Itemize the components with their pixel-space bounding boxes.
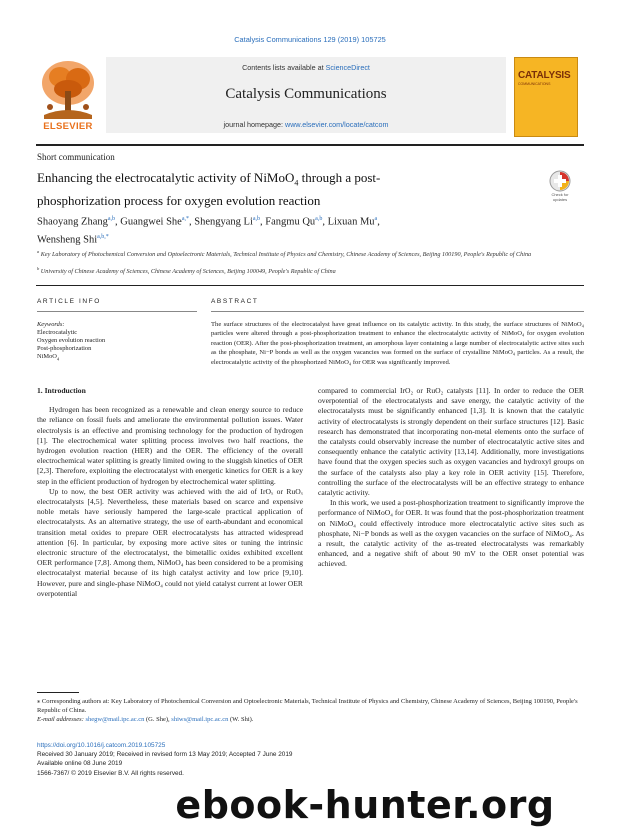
body-column-left: [37, 386, 303, 599]
footnote-rule: [37, 692, 79, 693]
abstract-rule: [211, 311, 584, 312]
author-list: Shaoyang Zhang$^{a,b}$, Guangwei She$^{a,*}$, Shengyang Li$^{a,b}$, Fangmu Qu$^{a,b}$, Lixuan Mu$^a$, Wensheng Shi$^{a,b,*}$: [37, 216, 380, 245]
journal-citation[interactable]: Catalysis Communications 129 (2019) 105725: [234, 35, 386, 44]
author-affiliation-marker[interactable]: a,b,*: [97, 233, 109, 240]
email-name-she: (G. She),: [144, 716, 172, 723]
homepage-prefix: journal homepage:: [223, 120, 286, 129]
affiliation-marker: a: [37, 249, 40, 254]
author-affiliation-marker[interactable]: a: [374, 216, 378, 222]
copyright: 1566-7367/ © 2019 Elsevier B.V. All rights reserved.: [37, 769, 184, 777]
author-affiliation-marker[interactable]: a,b: [315, 216, 323, 222]
keyword: Electrocatalytic: [37, 329, 78, 336]
body-paragraph: In this work, we used a post-phosphorization treatment to significantly improve the performance of NiMoO₄ for OER. It was found that the post-phosphorization treatment on NiMoO₄ could effectively introduce more electrocatalytic active sites such as phosphate, Ni−P bonds as well as the oxygen vacancies on the surface of NiMoO₄. As a result, the catalytic activity of the as-treated electrocatalysts was remarkably enhanced, and a negative shift of about 90 mV to the OER onset potential was achieved.: [318, 498, 584, 569]
keyword: NiMoO$_4$: [37, 353, 60, 362]
title-subscript: 4: [294, 178, 299, 188]
journal-cover-thumbnail[interactable]: [514, 57, 578, 137]
publication-info: [37, 741, 437, 778]
author-affiliation-marker[interactable]: a,b: [107, 216, 116, 222]
title-part-2: through a post-: [298, 170, 381, 185]
article-title: [37, 169, 477, 209]
affiliation-marker: b: [37, 266, 40, 271]
doi-link[interactable]: https://doi.org/10.1016/j.catcom.2019.105725: [37, 742, 166, 749]
cover-subtitle: COMMUNICATIONS: [518, 82, 551, 86]
keywords-heading: Keywords:: [37, 321, 65, 328]
affiliation-a: [37, 248, 585, 260]
article-info-rule: [37, 311, 197, 312]
keyword: Post-phosphorization: [37, 345, 92, 352]
body-column-right: [318, 386, 584, 570]
crossmark-label: Check for updates: [551, 192, 569, 202]
front-matter-divider: [36, 285, 584, 286]
title-part-1: Enhancing the electrocatalytic activity of NiMoO: [37, 170, 295, 185]
author[interactable]: Shengyang Li: [194, 216, 253, 228]
email-link-shi[interactable]: shiws@mail.ipc.ac.cn: [171, 716, 229, 723]
author-affiliation-marker[interactable]: a,*: [181, 216, 189, 222]
cover-title: CATALYSIS: [518, 70, 571, 81]
email-label: E-mail addresses:: [37, 716, 84, 723]
homepage-link[interactable]: www.elsevier.com/locate/catcom: [285, 120, 389, 129]
author[interactable]: Fangmu Qu: [265, 216, 316, 228]
contents-prefix: Contents lists available at: [242, 63, 326, 72]
title-line-2: phosphorization process for oxygen evolution reaction: [37, 192, 321, 208]
abstract-heading: ABSTRACT: [211, 298, 259, 305]
crossmark-badge[interactable]: [545, 170, 575, 206]
homepage-line: [106, 120, 506, 129]
body-paragraph: Hydrogen has been recognized as a renewable and clean energy source to reduce the reliance on fossil fuels and ameliorate the environmental pollution issues. Water electrolysis is an effective and promising technology for the production of hydrogen [1]. The electrochemical water splitting process involves two half reactions, the hydrogen evolution reaction (HER) and the OER. The efficiency of the overall electrochemical water splitting is greatly limited owing to the sluggish kinetics of OER [2,3]. Therefore, exploiting the electrocatalyst with energetic kinetics for OER is a key step in the efficient production of hydrogen by electrochemical water splitting.: [37, 405, 303, 486]
article-info-heading: ARTICLE INFO: [37, 298, 101, 305]
body-paragraph: compared to commercial IrO₂ or RuO₂ catalysts [11]. In order to reduce the OER overpotential of the electrocatalysts and save energy, the catalytic activity of the electrocatalysts must be significantly enhanced [1,3]. It is known that the catalytic activity of electrocatalysts is strongly dependent on their surface structures [12]. Basic research has demonstrated that incorporating non-metal elements onto the surface of the catalysts could observably increase the number of electrocatalytic active sites and consequently enhance the catalytic activity [13,14]. Additionally, more investigations have found that the oxygen species such as oxygen vacancies and hydroxyl groups on the surface of the catalysts also play a key role in OER activity [15]. Therefore, controlling the surface of the electrocatalysts will be an effective strategy to enhance catalytic activity.: [318, 386, 584, 498]
author[interactable]: Wensheng Shi: [37, 234, 98, 245]
footnote-marker: ⁎: [37, 698, 42, 705]
sciencedirect-link[interactable]: ScienceDirect: [325, 63, 370, 72]
author-affiliation-marker[interactable]: a,b: [252, 216, 261, 222]
email-link-she[interactable]: shegw@mail.ipc.ac.cn: [85, 716, 145, 723]
author[interactable]: Shaoyang Zhang: [37, 216, 108, 228]
watermark: ebook-hunter.org: [175, 783, 555, 827]
corresponding-author-footnote: [37, 697, 585, 724]
section-heading: 1. Introduction: [37, 386, 86, 395]
available-online: Available online 08 June 2019: [37, 760, 123, 768]
email-name-shi: (W. Shi).: [228, 716, 254, 723]
affiliation-text: University of Chinese Academy of Sciences, Chinese Academy of Sciences, Beijing 100049, People's Republic of China: [40, 268, 336, 276]
author[interactable]: Guangwei She: [120, 216, 182, 228]
crossmark-icon: [545, 170, 575, 192]
publisher-name: ELSEVIER: [43, 121, 93, 132]
body-paragraph: Up to now, the best OER activity was achieved with the aid of IrOₓ or RuOₓ electrocatalysts [4,5]. Nevertheless, these materials based on scarce and expensive noble metals have seriously hampered the large-scale practical application of electrocatalysts. As an alternative strategy, the use of earth-abundant and economical transition metal oxides to prepare OER electrocatalysts has attracted widespread attention [6]. In particular, by exposing more active sites or tuning the intrinsic electronic structure of the electrocatalyst, the bimetallic oxides exhibited excellent OER performance [7,8]. Among them, NiMoO₄ has been considered to be a promising electrocatalyst material because of its high catalyst activity and low price [9,10]. However, pure and single-phase NiMoO₄ could not yield catalyst current at lower OER overpotential: [37, 486, 303, 598]
affiliation-b: [37, 265, 585, 277]
footnote-text: Corresponding authors at: Key Laboratory of Photochemical Conversion and Optoelectronic Materials, Technical Institute of Physics and Chemistry, Chinese Academy of Sciences, Beijing 100190, People's Republic of China.: [37, 698, 578, 714]
header-divider: [36, 144, 584, 146]
contents-line: [106, 63, 506, 72]
affiliation-text: Key Laboratory of Photochemical Conversion and Optoelectronic Materials, Technical Institute of Physics and Chemistry, Chinese Academy of Sciences, Beijing 100190, People's Republic of China: [40, 251, 532, 259]
received-dates: Received 30 January 2019; Received in revised form 13 May 2019; Accepted 7 June 2019: [37, 751, 293, 759]
keyword: Oxygen evolution reaction: [37, 337, 106, 344]
article-type: Short communication: [37, 152, 115, 162]
author[interactable]: Lixuan Mu: [327, 216, 375, 228]
journal-name: Catalysis Communications: [225, 86, 387, 102]
abstract-text: The surface structures of the electrocatalyst have great influence on its catalytic activity. In this study, the surface structures of NiMoO₄ particles were altered through a post-phosphorization treatment to enhance the electrocatalytic activity of NiMoO₄ for oxygen evolution reaction (OER). After the post-phosphorization treatment, an amorphous layer containing a large number of electrocatalytic active sites such as the phosphate, Ni−P bonds as well as the oxygen vacancies was formed on the surface of crystalline NiMoO₄ particles. As a result, the electrocatalytic activity of the phosphorized NiMoO₄ for OER was significantly improved.: [211, 321, 584, 366]
